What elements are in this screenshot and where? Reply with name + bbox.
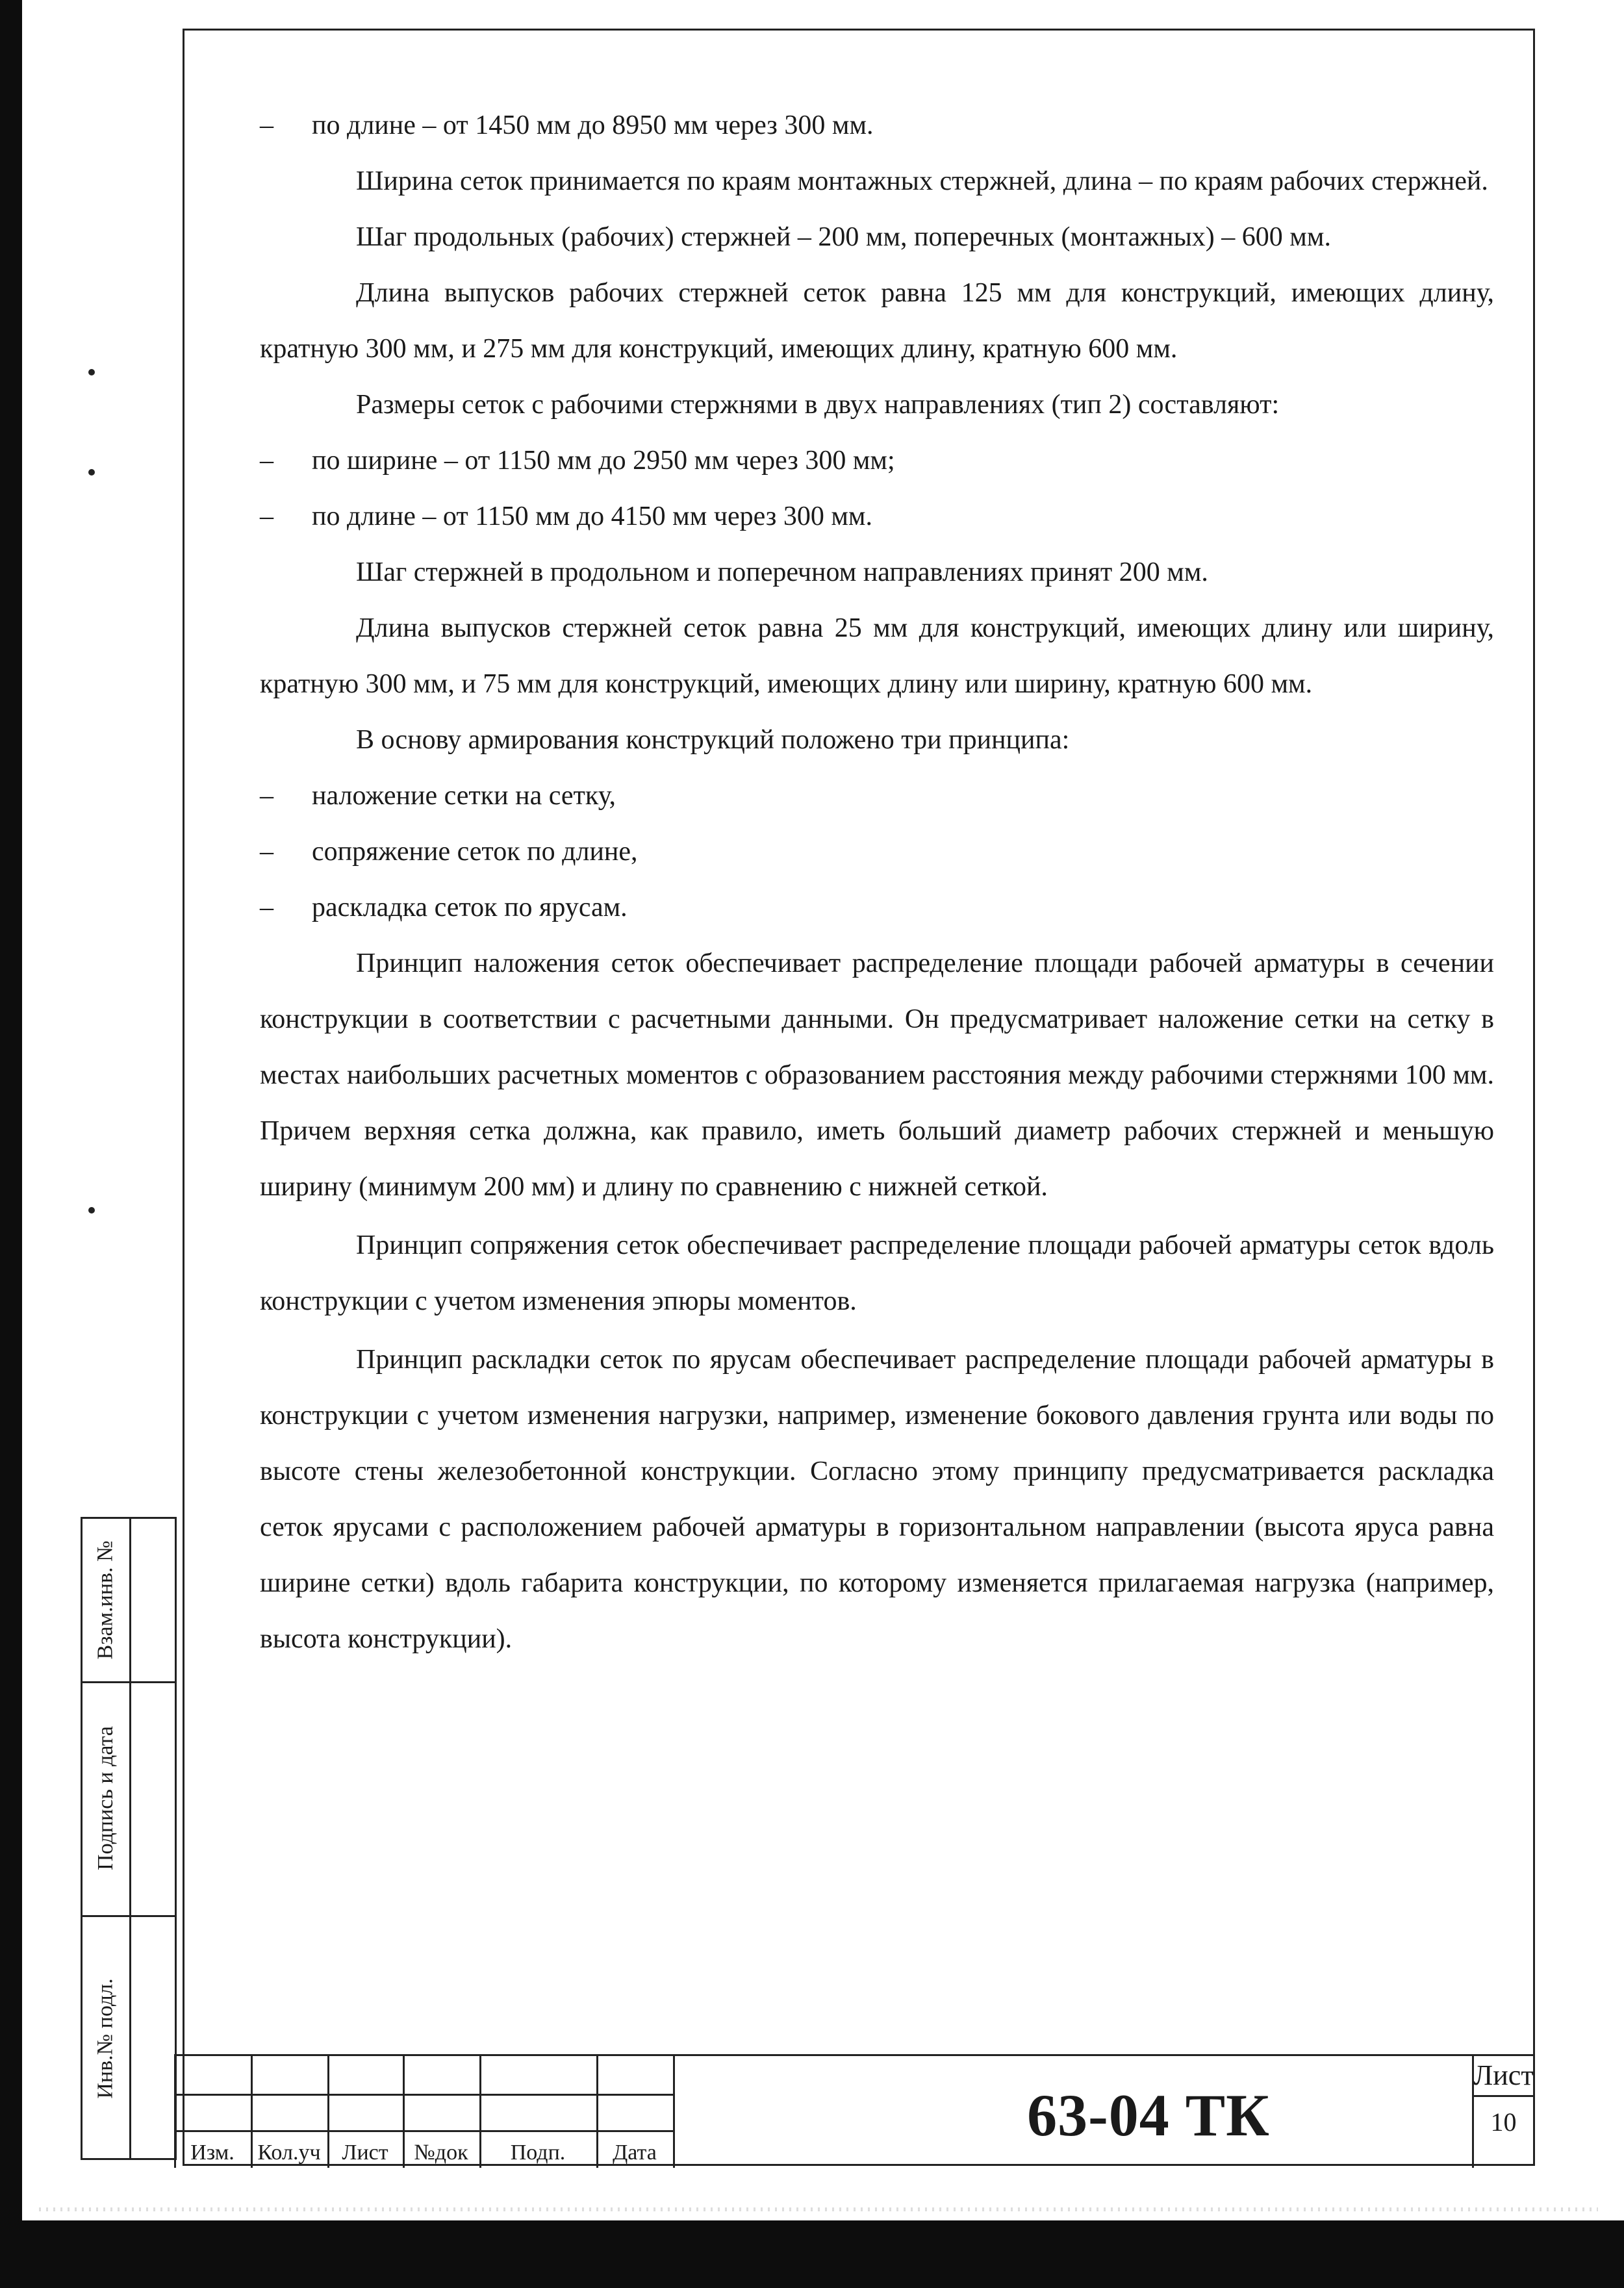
tb-line [174, 2094, 673, 2096]
paragraph: Шаг стержней в продольном и поперечном направлениях принят 200 мм. [356, 557, 1208, 587]
tb-line [1472, 2095, 1535, 2097]
side-stamp-inv [85, 1915, 127, 2162]
list-item-text: наложение сетки на сетку, [312, 781, 616, 811]
paragraph: Ширина сеток принимается по краям монтажных стержней, длина – по краям рабочих стержней. [356, 166, 1488, 196]
side-stamp-inv-label: Инв.№ подл. [94, 1978, 118, 2099]
tb-line [673, 2056, 675, 2168]
document-code: 63-04 ТК [1027, 2082, 1270, 2148]
paragraph: Принцип сопряжения сеток обеспечивает распределение площади рабочей арматуры сеток вдоль конструкции с учетом изменения эпюры моментов. [260, 1230, 1494, 1316]
list-item [162, 433, 1494, 489]
side-stamp [81, 1517, 177, 2160]
paragraph: Длина выпусков рабочих стержней сеток равна 125 мм для конструкций, имеющих длину, кратную 300 мм, и 275 мм для конструкций, имеющих длину, кратную 600 мм. [260, 278, 1494, 364]
list-dash: – [260, 781, 273, 811]
list-item-text: сопряжение сеток по длине, [312, 837, 638, 867]
list-item [162, 824, 1494, 880]
list-dash: – [260, 502, 273, 531]
paragraph: Размеры сеток с рабочими стержнями в двух направлениях (тип 2) составляют: [356, 390, 1280, 420]
list-item-text: по ширине – от 1150 мм до 2950 мм через 300 мм; [312, 446, 895, 476]
list-dash: – [260, 110, 273, 140]
list-item-text: по длине – от 1450 мм до 8950 мм через 300 мм. [312, 110, 874, 140]
list-dash: – [260, 446, 273, 476]
list-item-text: по длине – от 1150 мм до 4150 мм через 300 мм. [312, 502, 872, 531]
paragraph: В основу армирования конструкций положено три принципа: [356, 725, 1070, 755]
paragraph: Длина выпусков стержней сеток равна 25 мм для конструкций, имеющих длину или ширину, кратную 300 мм, и 75 мм для конструкций, имеющих длину или ширину, кратную 600 мм. [260, 613, 1494, 699]
scan-speck [88, 369, 95, 375]
tb-header-podp: Подп. [510, 2141, 566, 2165]
tb-header-data: Дата [613, 2141, 657, 2165]
scan-speck [88, 469, 95, 476]
list-item [162, 768, 1494, 824]
tb-header-kol: Кол.уч [257, 2141, 321, 2165]
side-stamp-vzam [85, 1519, 127, 1681]
paragraph: Принцип раскладки сеток по ярусам обеспечивает распределение площади рабочей арматуры в конструкции с учетом изменения нагрузки, например, изменение бокового давления грунта или воды по высоте стены железобетонной конструкции. Согласно этому принципу предусматривается раскладка сеток ярусами с расположением рабочей арматуры в горизонтальном направлении (высота яруса равна ширине сетки) вдоль габарита конструкции, по которому изменяется прилагаемая нагрузка (например, высота конструкции). [260, 1345, 1494, 1654]
side-stamp-divider [129, 1519, 131, 2158]
paragraph: Шаг продольных (рабочих) стержней – 200 мм, поперечных (монтажных) – 600 мм. [356, 222, 1331, 252]
list-item [162, 880, 1494, 935]
list-dash: – [260, 837, 273, 867]
tb-header-ndok: №док [414, 2141, 468, 2165]
side-stamp-podpis [85, 1681, 127, 1915]
list-item [162, 489, 1494, 544]
scan-noise [39, 2207, 1598, 2211]
scan-edge-bottom [0, 2220, 1624, 2288]
document-body [260, 97, 1494, 1667]
side-stamp-vzam-label: Взам.инв. № [94, 1540, 118, 1660]
list-item [162, 97, 1494, 153]
tb-header-list: Лист [342, 2141, 388, 2165]
paragraph: Принцип наложения сеток обеспечивает распределение площади рабочей арматуры в сечении конструкции в соответствии с расчетными данными. Он предусматривает наложение сетки на сетку в местах наибольших расчетных моментов с образованием расстояния между рабочими стержнями 100 мм. Причем верхняя сетка должна, как правило, иметь больший диаметр рабочих стержней и меньшую ширину (минимум 200 мм) и длину по сравнению с нижней сеткой. [260, 948, 1494, 1202]
sheet-label: Лист [1473, 2059, 1534, 2091]
tb-header-izm: Изм. [190, 2141, 235, 2165]
scan-edge-left [0, 0, 22, 2288]
title-block [174, 2054, 1535, 2168]
side-stamp-podpis-label: Подпись и дата [94, 1726, 118, 1870]
tb-line [174, 2130, 673, 2132]
scan-speck [88, 1207, 95, 1214]
list-dash: – [260, 893, 273, 922]
sheet-number: 10 [1490, 2107, 1517, 2137]
list-item-text: раскладка сеток по ярусам. [312, 893, 628, 922]
